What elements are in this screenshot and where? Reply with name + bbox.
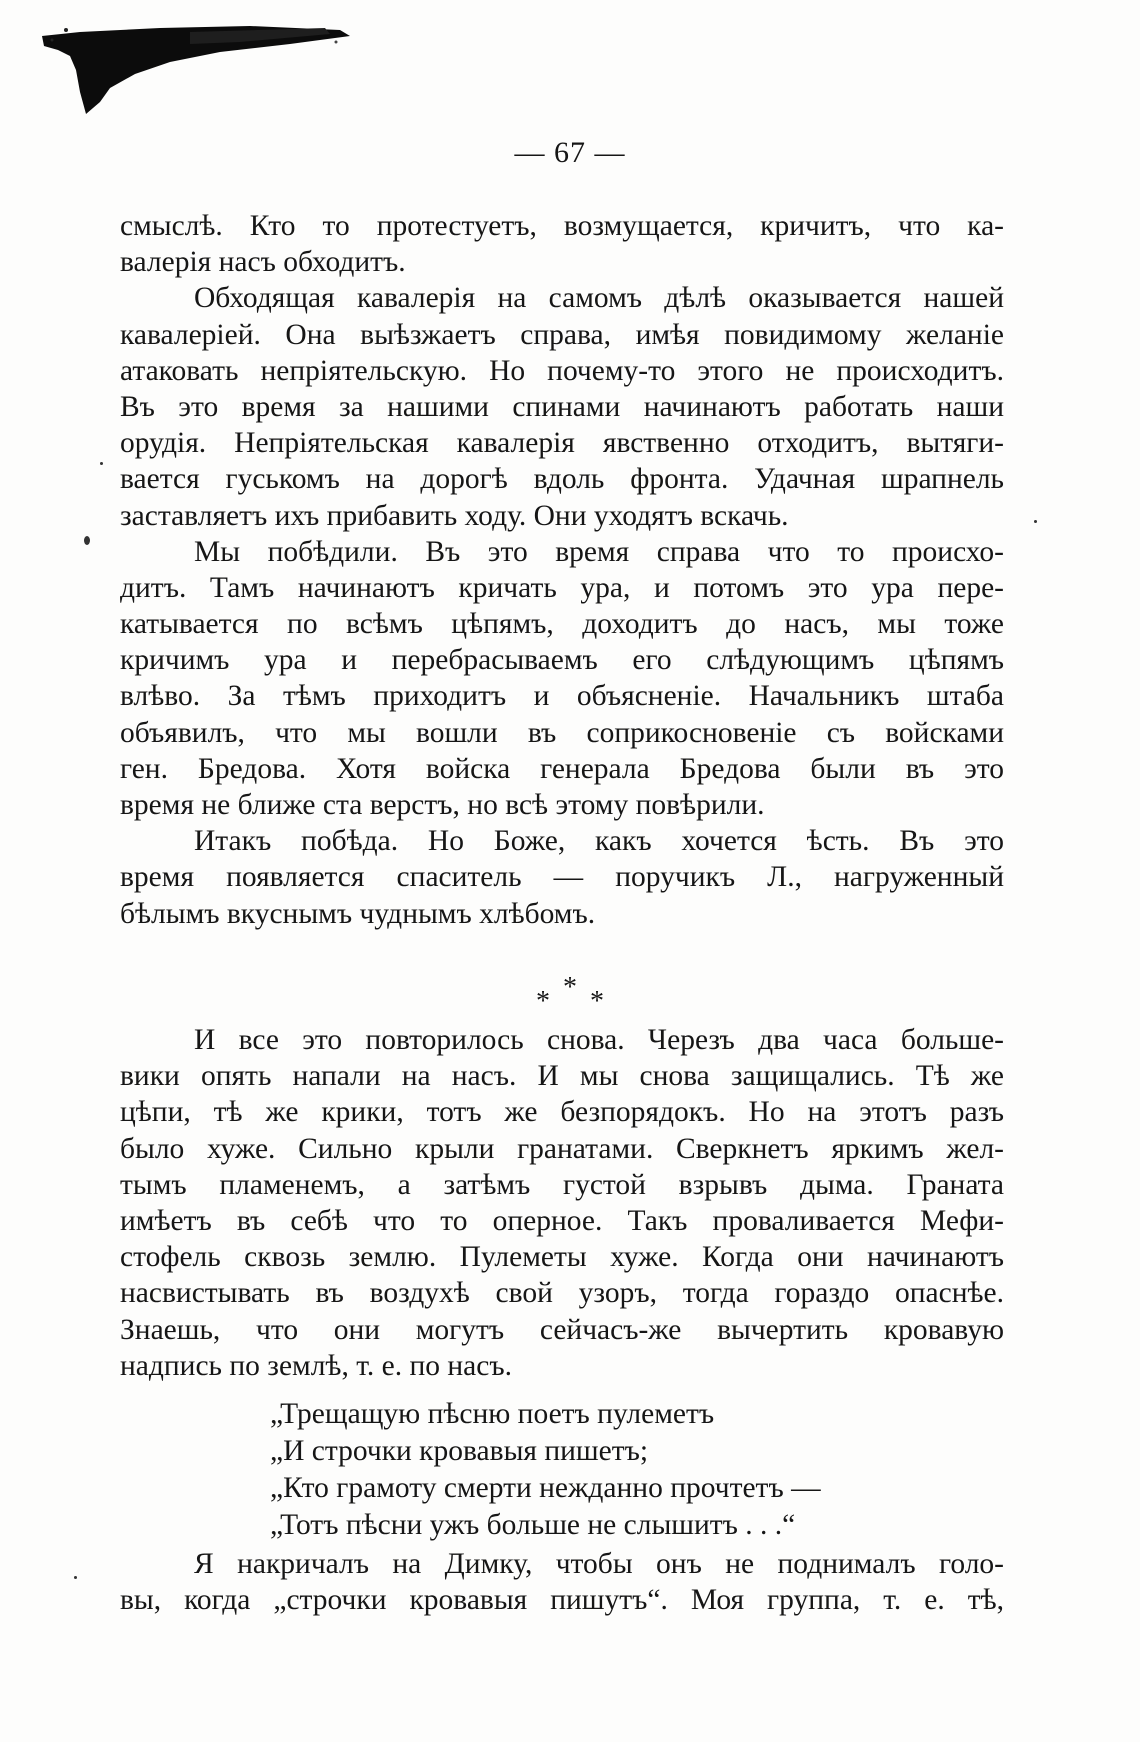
text-line: объявилъ, что мы вошли въ соприкосновеніе съ войсками [120, 716, 1004, 749]
ink-speck [1034, 520, 1037, 523]
text-line: Итакъ побѣда. Но Боже, какъ хочется ѣсть. Въ это [194, 825, 1004, 858]
text-line: Я накричалъ на Димку, чтобы онъ не поднималъ голо- [194, 1548, 1004, 1580]
text-line: катывается по всѣмъ цѣпямъ, доходитъ до насъ, мы тоже [120, 608, 1004, 641]
text-line: надпись по землѣ, т. е. по насъ. [120, 1349, 512, 1382]
text-line: атаковать непріятельскую. Но почему-то этого не происходитъ. [120, 354, 1004, 387]
text-line: заставляетъ ихъ прибавить ходу. Они уходятъ вскачь. [120, 499, 789, 532]
text-line: время не ближе ста верстъ, но всѣ этому повѣрили. [120, 789, 765, 821]
text-line: валерія насъ обходитъ. [120, 246, 406, 279]
verse-line: „И строчки кровавыя пишетъ; [270, 1435, 649, 1467]
ink-blot-mark [40, 22, 380, 117]
text-line: тымъ пламенемъ, а затѣмъ густой взрывъ дыма. Граната [120, 1168, 1004, 1201]
page-number: — 67 — [514, 136, 626, 169]
text-line: кавалеріей. Она выѣзжаетъ справа, имѣя повидимому желаніе [120, 318, 1004, 351]
text-line: смыслѣ. Кто то протестуетъ, возмущается, кричитъ, что ка- [120, 210, 1004, 242]
verse-line: „Тотъ пѣсни ужъ больше не слышитъ . . .“ [270, 1509, 796, 1541]
text-line: Обходящая кавалерія на самомъ дѣлѣ оказывается нашей [194, 282, 1004, 315]
text-line: вается гуськомъ на дорогѣ вдоль фронта. Удачная шрапнель [120, 463, 1004, 496]
ink-speck [74, 1576, 77, 1579]
text-line: Знаешь, что они могутъ сейчасъ-же вычертить кровавую [120, 1313, 1004, 1346]
text-line: Мы побѣдили. Въ это время справа что то происхо- [194, 535, 1004, 568]
paragraphs-section-3 [120, 1546, 1004, 1618]
paragraphs-section-2 [120, 1022, 1004, 1384]
text-line: Въ это время за нашими спинами начинаютъ работать наши [120, 390, 1004, 423]
ink-speck [84, 536, 90, 545]
text-line: было хуже. Сильно крыли гранатами. Сверкнетъ яркимъ жел- [120, 1132, 1004, 1165]
text-line: дитъ. Тамъ начинаютъ кричать ура, и потомъ это ура пере- [120, 571, 1004, 604]
verse-quotation [270, 1396, 970, 1544]
text-line: имѣетъ въ себѣ что то оперное. Такъ проваливается Мефи- [120, 1204, 1004, 1237]
text-line: вы, когда „строчки кровавыя пишутъ“. Моя группа, т. е. тѣ, [120, 1584, 1004, 1617]
asterisk-right: * [590, 986, 604, 1017]
paragraphs-section-1 [120, 208, 1004, 932]
verse-line: „Кто грамоту смерти нежданно прочтетъ — [270, 1472, 821, 1504]
text-line: кричимъ ура и перебрасываемъ его слѣдующимъ цѣпямъ [120, 644, 1004, 677]
verse-line: „Трещащую пѣсню поетъ пулеметъ [270, 1398, 715, 1430]
ink-speck [100, 462, 103, 465]
text-line: насвистывать въ воздухѣ свой узоръ, тогда гораздо опаснѣе. [120, 1277, 1004, 1310]
text-line: бѣлымъ вкуснымъ чуднымъ хлѣбомъ. [120, 897, 596, 930]
asterisk-middle: * [563, 972, 577, 1003]
text-line: орудія. Непріятельская кавалерія явственно отходитъ, вытяги- [120, 427, 1004, 460]
section-separator-asterisks [0, 972, 1140, 1017]
text-line: стофель сквозь землю. Пулеметы хуже. Когда они начинаютъ [120, 1241, 1004, 1274]
text-line: время появляется спаситель — поручикъ Л., нагруженный [120, 861, 1004, 894]
text-line: цѣпи, тѣ же крики, тотъ же безпорядокъ. Но на этотъ разъ [120, 1096, 1004, 1129]
asterisk-left: * [536, 986, 550, 1017]
text-line: вики опять напали на насъ. И мы снова защищались. Тѣ же [120, 1060, 1004, 1093]
text-line: влѣво. За тѣмъ приходитъ и объясненіе. Начальникъ штаба [120, 680, 1004, 713]
text-line: ген. Бредова. Хотя войска генерала Бредова были въ это [120, 752, 1004, 785]
text-line: И все это повторилось снова. Черезъ два часа больше- [194, 1024, 1004, 1056]
